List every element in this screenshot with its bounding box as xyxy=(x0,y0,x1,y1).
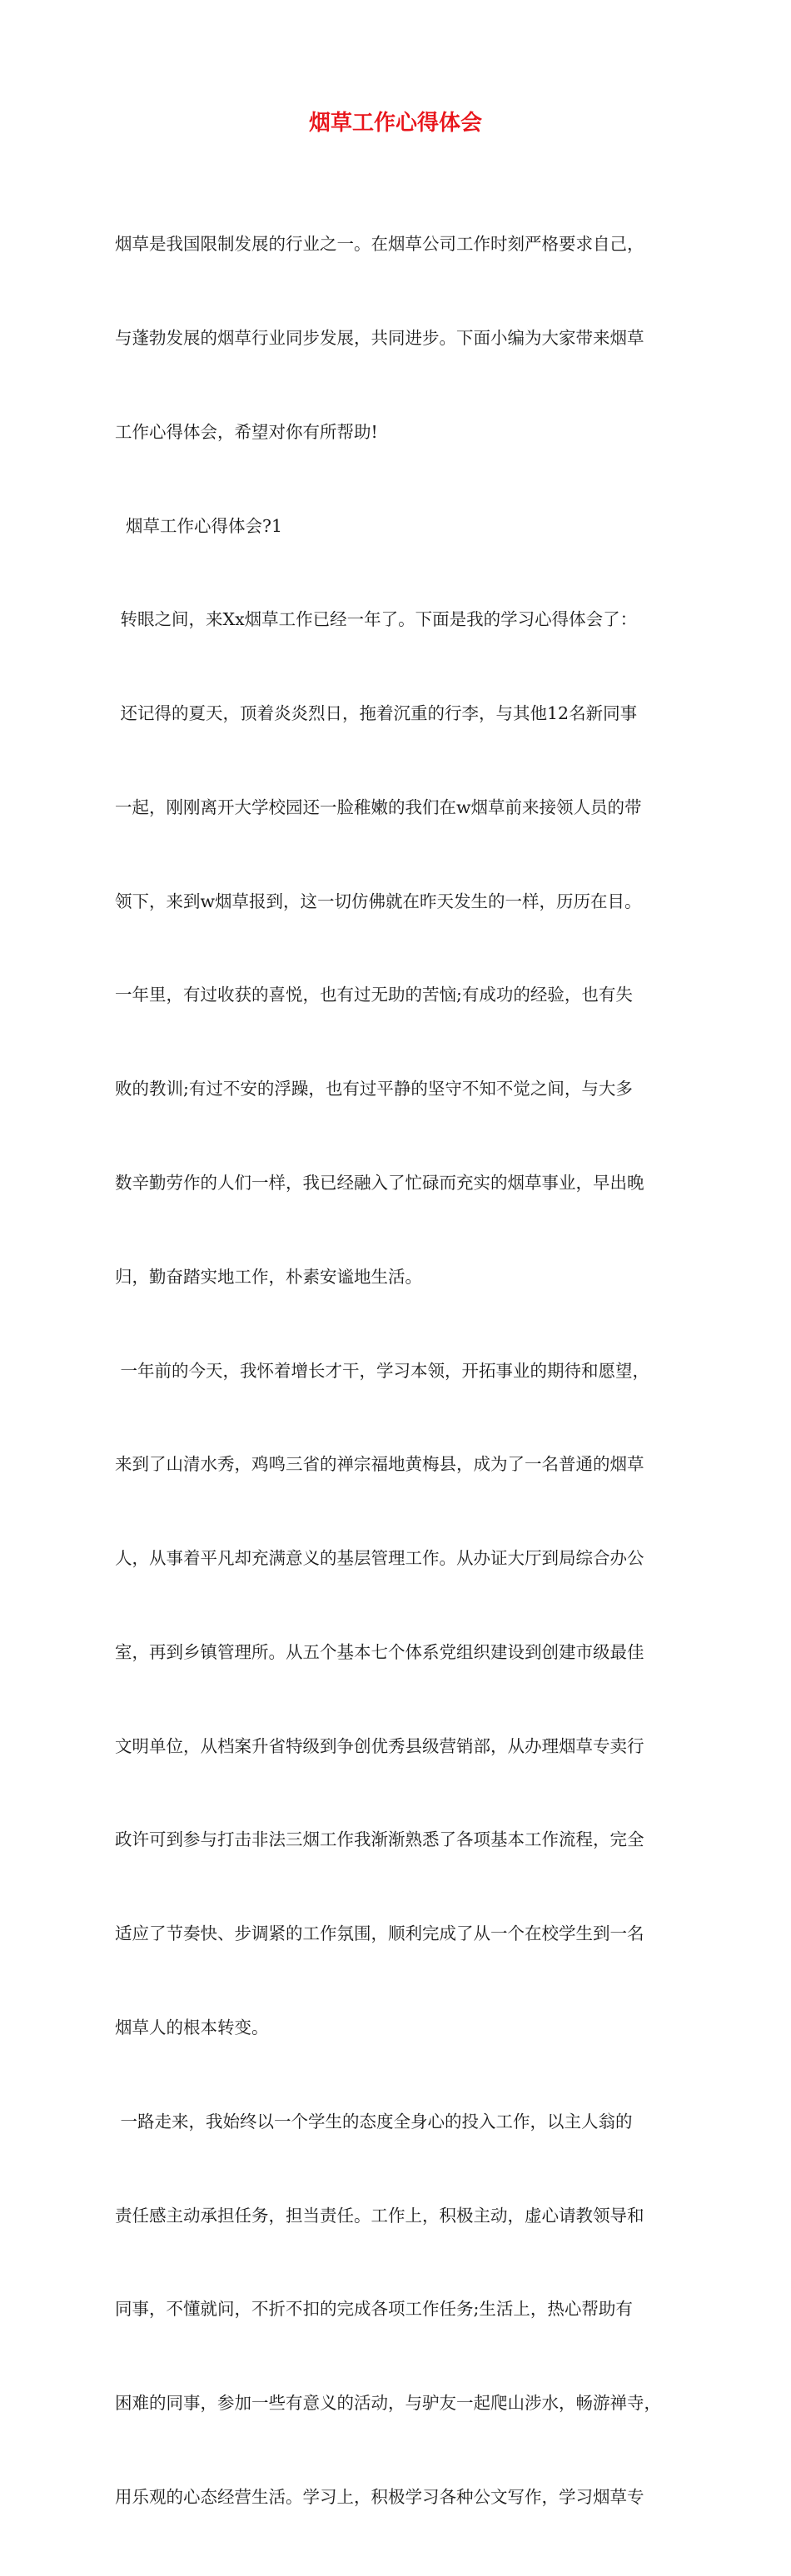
text-line: 一年里，有过收获的喜悦，也有过无助的苦恼;有成功的经验，也有失 xyxy=(115,985,633,1005)
text-line: 用乐观的心态经营生活。学习上，积极学习各种公文写作，学习烟草专 xyxy=(115,2486,644,2507)
text-line: 数辛勤劳作的人们一样，我已经融入了忙碌而充实的烟草事业，早出晚 xyxy=(115,1173,644,1193)
text-line: 政许可到参与打击非法三烟工作我渐渐熟悉了各项基本工作流程，完全 xyxy=(115,1829,644,1850)
text-line: 适应了节奏快、步调紧的工作氛围，顺利完成了从一个在校学生到一名 xyxy=(115,1923,644,1944)
text-line: 转眼之间，来Xx烟草工作已经一年了。下面是我的学习心得体会了： xyxy=(115,609,638,630)
text-line: 同事，不懂就问，不折不扣的完成各项工作任务;生活上，热心帮助有 xyxy=(115,2299,633,2320)
document-body xyxy=(115,166,698,2576)
text-line: 一年前的今天，我怀着增长才干，学习本领，开拓事业的期待和愿望， xyxy=(115,1360,650,1381)
text-line: 室，再到乡镇管理所。从五个基本七个体系党组织建设到创建市级最佳 xyxy=(115,1641,644,1662)
text-line: 一路走来，我始终以一个学生的态度全身心的投入工作，以主人翁的 xyxy=(115,2111,633,2132)
text-line: 败的教训;有过不安的浮躁，也有过平静的坚守不知不觉之间，与大多 xyxy=(115,1079,633,1099)
text-line: 责任感主动承担任务，担当责任。工作上，积极主动，虚心请教领导和 xyxy=(115,2205,644,2226)
text-line: 困难的同事，参加一些有意义的活动，与驴友一起爬山涉水，畅游禅寺， xyxy=(115,2393,661,2414)
text-line: 来到了山清水秀，鸡鸣三省的禅宗福地黄梅县，成为了一名普通的烟草 xyxy=(115,1454,644,1475)
text-line: 烟草人的根本转变。 xyxy=(115,2018,269,2038)
document-title: 烟草工作心得体会 xyxy=(308,111,482,136)
text-line: 归，勤奋踏实地工作，朴素安谧地生活。 xyxy=(115,1266,422,1287)
text-line: 文明单位，从档案升省特级到争创优秀县级营销部，从办理烟草专卖行 xyxy=(115,1735,644,1756)
text-line: 人，从事着平凡却充满意义的基层管理工作。从办证大厅到局综合办公 xyxy=(115,1548,644,1569)
text-line: 一起，刚刚离开大学校园还一脸稚嫩的我们在w烟草前来接领人员的带 xyxy=(115,797,642,817)
section-heading: 烟草工作心得体会?1 xyxy=(115,515,283,536)
text-line: 烟草是我国限制发展的行业之一。在烟草公司工作时刻严格要求自己， xyxy=(115,234,644,255)
text-line: 还记得的夏天，顶着炎炎烈日，拖着沉重的行李，与其他12名新同事 xyxy=(115,703,638,724)
text-line: 与蓬勃发展的烟草行业同步发展，共同进步。下面小编为大家带来烟草 xyxy=(115,327,644,348)
text-line: 领下，来到w烟草报到，这一切仿佛就在昨天发生的一样，历历在目。 xyxy=(115,891,642,911)
text-line: 工作心得体会，希望对你有所帮助! xyxy=(115,421,378,442)
